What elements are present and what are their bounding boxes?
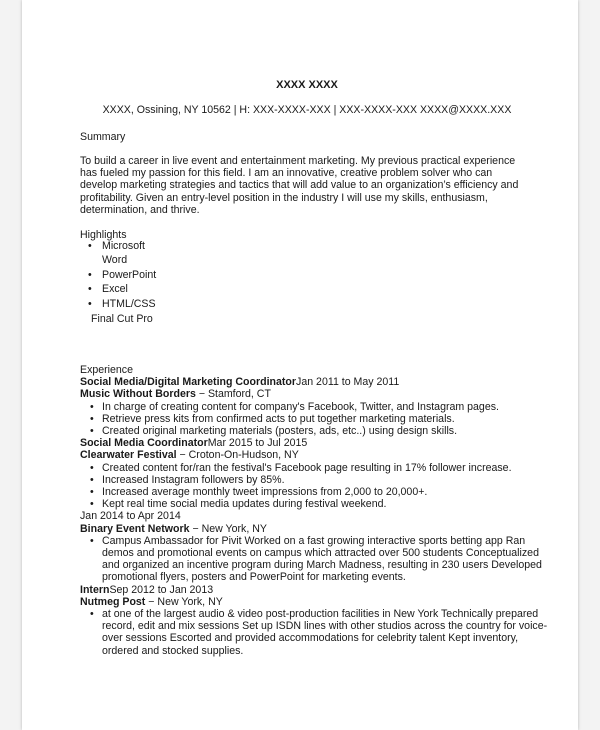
list-item: • Kept real time social media updates during festival weekend.: [80, 498, 550, 510]
job-location: − Croton-On-Hudson, NY: [179, 449, 299, 462]
highlights-list: [80, 240, 156, 312]
highlights-heading: Highlights: [80, 229, 127, 241]
job-location: − New York, NY: [192, 522, 267, 535]
company-name: Binary Event Network: [80, 522, 190, 535]
company-name: Clearwater Festival: [80, 449, 177, 462]
list-item: Word: [102, 254, 128, 267]
highlight-extra: Final Cut Pro: [91, 313, 153, 325]
list-item: • Increased Instagram followers by 85%.: [80, 474, 550, 486]
list-item: • PowerPoint: [80, 269, 156, 281]
experience-heading: Experience: [80, 364, 133, 376]
job-title: Social Media Coordinator: [80, 437, 208, 450]
candidate-name: XXXX XXXX: [276, 79, 338, 91]
job-location: − Stamford, CT: [198, 388, 271, 401]
job-dates: Jan 2011 to May 2011: [296, 376, 400, 389]
job-dates: Sep 2012 to Jan 2013: [109, 583, 214, 596]
job-location: − New York, NY: [148, 595, 223, 608]
job-entry: [80, 437, 550, 510]
list-item: • Retrieve press kits from confirmed acts to put together marketing materials.: [80, 413, 550, 425]
list-item: • Campus Ambassador for Pivit Worked on a fast growing interactive sports betting app Ran demos and promotional events on campus which attracted over 500 students Conceptualized and organized an incentive program during March Madness, resulting in 230 users Developed promotional flyers, posters and PowerPoint for marketing events.: [80, 535, 550, 584]
job-entry: [80, 584, 550, 657]
experience-section: [80, 364, 550, 657]
job-dates: Mar 2015 to Jul 2015: [207, 437, 308, 450]
company-name: Music Without Borders: [80, 388, 196, 401]
summary-text: To build a career in live event and entertainment marketing. My previous practical experience has fueled my passion for this field. I am an innovative, creative problem solver who can develop marketing strategies and tactics that will add value to an organization’s efficiency and profitability. Given an entry-level position in the industry I will use my skills, enthusiasm, determination, and thrive.: [80, 155, 519, 216]
list-item: • In charge of creating content for company's Facebook, Twitter, and Instagram pages.: [80, 401, 550, 413]
list-item: • Created content for/ran the festival's Facebook page resulting in 17% follower increase.: [80, 462, 550, 474]
list-item: • HTML/CSS: [80, 298, 156, 310]
list-item: • Microsoft: [80, 240, 156, 252]
list-item: • Increased average monthly tweet impressions from 2,000 to 20,000+.: [80, 486, 550, 498]
company-name: Nutmeg Post: [80, 595, 146, 608]
list-item: • at one of the largest audio & video post-production facilities in New York Technically prepared record, edit and mix sessions Set up ISDN lines with other studios across the country for voice-over sessions Escorted and provided accommodations for celebrity talent Kept inventory, ordered and stocked supplies.: [80, 608, 550, 657]
list-item: • Excel: [80, 283, 156, 295]
job-entry: [80, 510, 550, 583]
list-item: • Created original marketing materials (posters, ads, etc..) using design skills.: [80, 425, 550, 437]
summary-heading: Summary: [80, 131, 126, 143]
job-title: Social Media/Digital Marketing Coordinator: [80, 376, 297, 389]
job-entry: [80, 376, 550, 437]
contact-line: XXXX, Ossining, NY 10562 | H: XXX-XXXX-XXX | XXX-XXXX-XXX XXXX@XXXX.XXX: [102, 104, 512, 116]
job-dates: Jan 2014 to Apr 2014: [80, 510, 181, 523]
resume-page: [22, 0, 578, 730]
job-title: Intern: [80, 583, 110, 596]
